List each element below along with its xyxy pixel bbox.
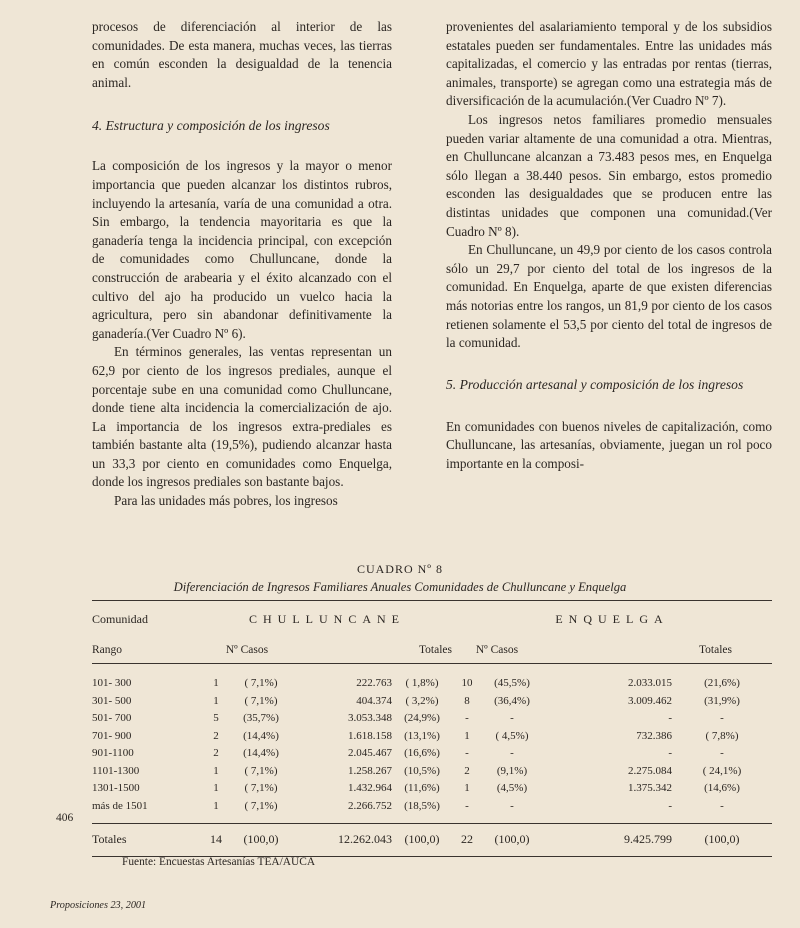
cell: ( 1,8%) [405, 677, 439, 689]
cell: ( 7,1%) [244, 694, 278, 707]
cell: (31,9%) [704, 694, 740, 707]
section-heading-4: 4. Estructura y composición de los ingresos [92, 118, 330, 134]
table-row [92, 780, 772, 798]
journal-footer: Proposiciones 23, 2001 [50, 900, 147, 911]
range-cell: 701- 900 [92, 729, 132, 742]
cell: ( 7,1%) [244, 764, 278, 777]
cell: 2.275.084 [628, 764, 672, 777]
paragraph: La composición de los ingresos y la mayor o menor importancia que pueden alcanzar los distintos rubros, incluyendo la artesanía, varía de una comunidad a otra. Sin embargo, la tendencia mayoritaria es que la ganadería tenga la incidencia principal, con excepción de comunidades como Chulluncane, donde la construcción de arabearia y el éxito alcanzado con el cultivo del ajo ha producido un vuelco hacia la agricultura, pero sin abandonar definitivamente la ganadería.(Ver Cuadro Nº 6). [92, 158, 392, 341]
cell: 1 [213, 799, 219, 812]
cell: - [720, 747, 724, 760]
range-cell: 501- 700 [92, 712, 132, 725]
cell: - [510, 712, 514, 725]
cell: 1 [213, 694, 219, 707]
cell: 2 [213, 729, 219, 742]
cell: - [510, 799, 514, 812]
cell: 732.386 [636, 729, 672, 742]
cell: 1 [213, 782, 219, 795]
cell: 222.763 [356, 677, 392, 689]
cell: (16,6%) [404, 747, 440, 760]
cell: - [668, 799, 672, 812]
header-comunidad: Comunidad [92, 601, 202, 638]
header-rango: Rango [92, 637, 202, 664]
cell: (100,0) [392, 823, 452, 856]
cell: - [465, 747, 469, 760]
header-casos-enquelga: Nº Casos [452, 637, 542, 664]
cell: (4,5%) [496, 782, 528, 795]
cell: 3.053.348 [348, 712, 392, 725]
paragraph: procesos de diferenciación al interior de las comunidades. De esta manera, muchas veces, las tierras en común esconden la desigualdad de la tenencia animal. [92, 19, 392, 90]
table-row [92, 692, 772, 710]
range-cell: más de 1501 [92, 799, 148, 812]
cell: - [668, 747, 672, 760]
cell: - [720, 799, 724, 812]
table-row [92, 710, 772, 728]
paragraph: En Chulluncane, un 49,9 por ciento de los casos controla sólo un 29,7 por ciento del total de los ingresos de la comunidad. En Enquelga, aparte de que existen diferencias más notorias entre los rangos, un 81,9 por ciento de los casos retienen solamente el 53,5 por ciento del total de ingresos de la comunidad. [446, 242, 772, 351]
table-caption-title: Diferenciación de Ingresos Familiares Anuales Comunidades de Chulluncane y Enquelga [173, 580, 627, 594]
cell: 5 [213, 712, 219, 725]
cell: - [510, 747, 514, 760]
table-row [92, 745, 772, 763]
cell: 22 [452, 823, 482, 856]
range-cell: 1301-1500 [92, 782, 140, 795]
cell: (100,0) [672, 823, 772, 856]
cell: 1.375.342 [628, 782, 672, 795]
cell: 2.033.015 [628, 677, 672, 689]
income-table [92, 600, 772, 857]
cell: 9.425.799 [542, 823, 672, 856]
cell: 2.045.467 [348, 747, 392, 760]
range-cell: 101- 300 [92, 677, 132, 689]
cell: 1 [213, 764, 219, 777]
header-enquelga: ENQUELGA [452, 601, 772, 638]
cell: 2 [464, 764, 470, 777]
cell: (14,4%) [243, 729, 279, 742]
cell: ( 7,1%) [244, 677, 278, 689]
cell: (24,9%) [404, 712, 440, 725]
cell: (35,7%) [243, 712, 279, 725]
header-chulluncane: CHULLUNCANE [202, 601, 452, 638]
cell: ( 24,1%) [702, 764, 742, 777]
cell: ( 7,8%) [705, 729, 739, 742]
table-row [92, 797, 772, 823]
page-number: 406 [56, 812, 74, 824]
section-heading-5: 5. Producción artesanal y composición de los ingresos [446, 376, 744, 392]
cell: (100,0) [230, 823, 292, 856]
cell: 2 [213, 747, 219, 760]
paragraph: En términos generales, las ventas representan un 62,9 por ciento de los ingresos prediales, aunque el porcentaje sube en una comunidad como Chulluncane, donde tiene alta incidencia la comercialización de ajo. La importancia de los ingresos extra-prediales es también bastante alta (19,5%), pudiendo alcanzar hasta un 33,3 por ciento en comunidades como Enquelga, donde los ingresos prediales son bastante bajos. [92, 344, 392, 490]
cell: (10,5%) [404, 764, 440, 777]
table-source: Fuente: Encuestas Artesanías TEA/AUCA [122, 856, 316, 868]
paragraph: En comunidades con buenos niveles de capitalización, como Chulluncane, las artesanías, obviamente, juegan un rol poco importante en la composi- [446, 418, 772, 471]
paragraph: provenientes del asalariamiento temporal y de los subsidios estatales pueden ser fundamentales. Entre las unidades más capitalizadas, el comercio y las entradas por rentas (tierras, animales, transporte) se agregan como una estrategia más de diversificación de la acumulación.(Ver Cuadro Nº 7). [446, 19, 772, 109]
range-cell: 301- 500 [92, 694, 132, 707]
cell: (21,6%) [704, 677, 740, 689]
cell: 1.618.158 [348, 729, 392, 742]
header-casos-chulluncane: Nº Casos [202, 637, 292, 664]
cell: 2.266.752 [348, 799, 392, 812]
cell: 8 [464, 694, 470, 707]
cell: - [465, 712, 469, 725]
cell: - [668, 712, 672, 725]
paragraph: Los ingresos netos familiares promedio mensuales pueden variar altamente de una comunidad a otra. Mientras, en Chulluncane alcanzan a 73.483 pesos mes, en Enquelga sólo llegan a 38.440 pesos. Sin embargo, estos promedio esconden las desigualdades que se producen entre las distintas unidades que componen una comunidad.(Ver Cuadro Nº 8). [446, 111, 772, 239]
cell: ( 7,1%) [244, 799, 278, 812]
cell: 12.262.043 [292, 823, 392, 856]
cell: ( 7,1%) [244, 782, 278, 795]
totals-label: Totales [92, 823, 202, 856]
cell: (14,6%) [704, 782, 740, 795]
table-body [92, 664, 772, 824]
totals-row [92, 823, 772, 856]
cell: (100,0) [482, 823, 542, 856]
cell: 1 [213, 677, 219, 689]
cell: 1 [464, 729, 470, 742]
cell: 14 [202, 823, 230, 856]
cell: 1 [464, 782, 470, 795]
cell: (11,6%) [404, 782, 440, 795]
range-cell: 1101-1300 [92, 764, 140, 777]
range-cell: 901-1100 [92, 747, 134, 760]
header-totales-chulluncane: Totales [292, 637, 452, 664]
cell: ( 4,5%) [495, 729, 529, 742]
cell: 3.009.462 [628, 694, 672, 707]
cell: (14,4%) [243, 747, 279, 760]
cell: (13,1%) [404, 729, 440, 742]
left-text-column [92, 18, 392, 511]
cell: 1.258.267 [348, 764, 392, 777]
table-caption-number: CUADRO Nº 8 [356, 562, 444, 576]
cell: - [720, 712, 724, 725]
table-row [92, 762, 772, 780]
header-totales-enquelga: Totales [542, 637, 772, 664]
cell: 10 [461, 677, 473, 689]
cell: (36,4%) [494, 694, 530, 707]
cell: 1.432.964 [348, 782, 392, 795]
cell: ( 3,2%) [405, 694, 439, 707]
cell: - [465, 799, 469, 812]
right-text-column [446, 18, 772, 473]
cell: (18,5%) [404, 799, 440, 812]
paragraph: Para las unidades más pobres, los ingresos [114, 493, 338, 509]
cell: (45,5%) [494, 677, 530, 689]
table-row [92, 664, 772, 693]
table-row [92, 727, 772, 745]
cell: 404.374 [356, 694, 392, 707]
cell: (9,1%) [496, 764, 528, 777]
